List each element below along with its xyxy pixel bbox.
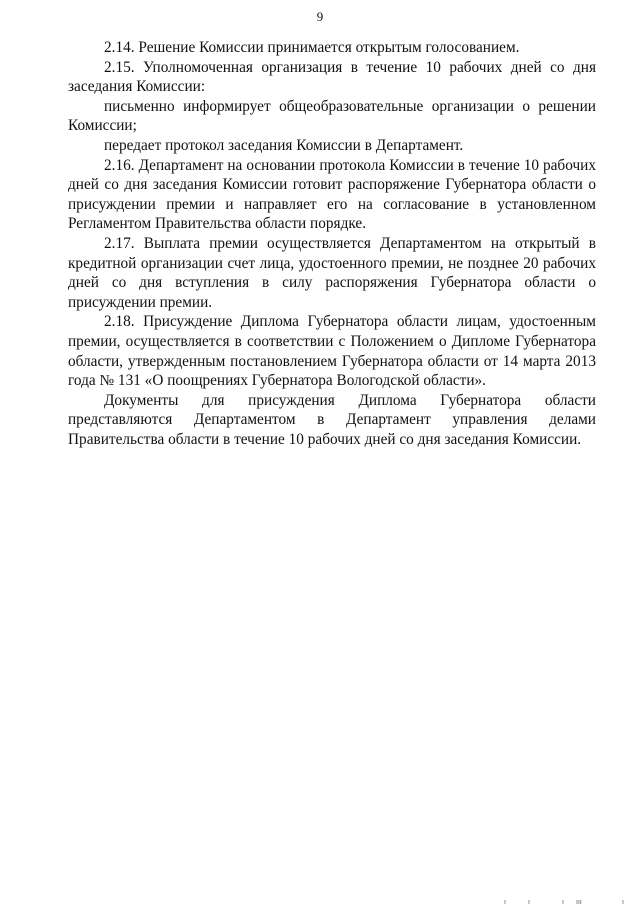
document-body (68, 38, 596, 449)
scan-artifact-mark: ııı (576, 898, 582, 906)
paragraph-2-18: 2.18. Присуждение Диплома Губернатора области лицам, удостоенным премии, осуществляется в соответствии с Положением о Дипломе Губернатора области, утвержденным постановлением Губернатора области от 14 марта 2013 года № 131 «О поощрениях Губернатора Вологодской области». (68, 313, 596, 390)
paragraph-2-15: 2.15. Уполномоченная организация в течение 10 рабочих дней со дня заседания Комиссии: (68, 58, 596, 96)
scan-artifact-mark: ı (622, 898, 624, 906)
paragraph-2-16: 2.16. Департамент на основании протокола Комиссии в течение 10 рабочих дней со дня заседания Комиссии готовит распоряжение Губернатора области о присуждении премии и направляет его на согласование в установленном Регламентом Правительства области порядке. (68, 156, 596, 233)
scan-artifact-mark: ı (562, 898, 564, 906)
paragraph-2-14: 2.14. Решение Комиссии принимается открытым голосованием. (104, 39, 520, 56)
paragraph-2-17: 2.17. Выплата премии осуществляется Департаментом на открытый в кредитной организации счет лица, удостоенного премии, не позднее 20 рабочих дней со дня вступления в силу распоряжения Губернатора области о присуждении премии. (68, 234, 596, 311)
scan-artifact-mark: ı (504, 898, 506, 906)
scan-artifact-mark: ı (528, 898, 530, 906)
paragraph-2-15-item-inform: письменно информирует общеобразовательные организации о решении Комиссии; (68, 97, 596, 135)
paragraph-2-15-item-protocol: передает протокол заседания Комиссии в Департамент. (104, 136, 464, 154)
page-number: 9 (316, 9, 324, 24)
paragraph-documents: Документы для присуждения Диплома Губернатора области представляются Департаментом в Департамент управления делами Правительства области в течение 10 рабочих дней со дня заседания Комиссии. (68, 391, 596, 448)
